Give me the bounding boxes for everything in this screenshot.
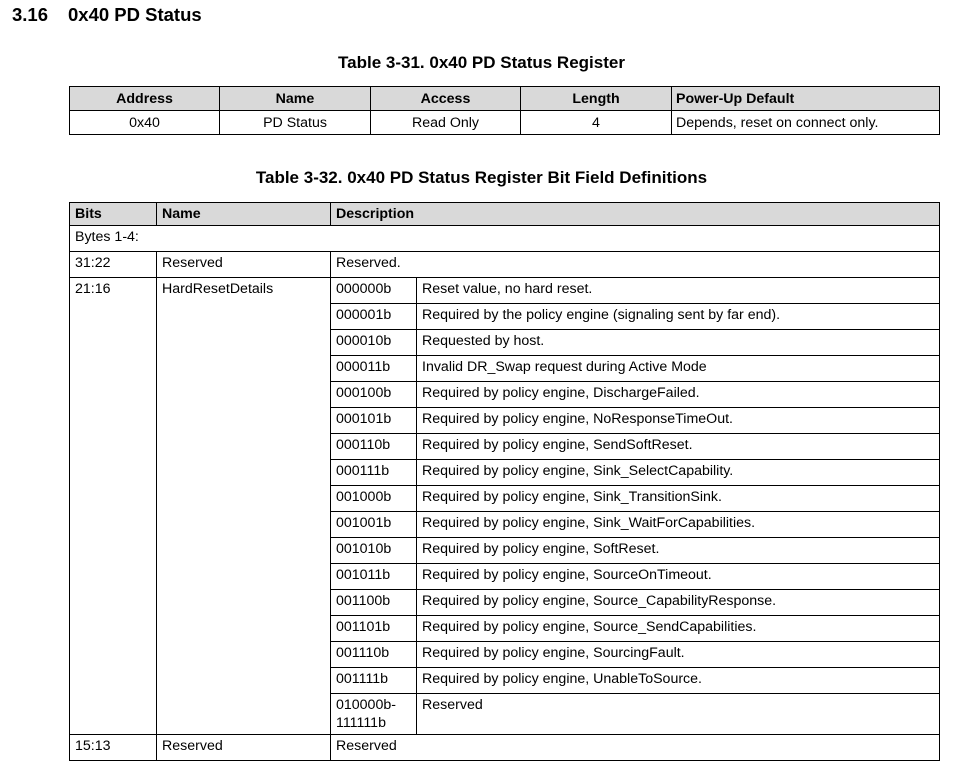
cell-address: 0x40	[70, 111, 220, 135]
header-length: Length	[521, 87, 672, 111]
cell-code-description: Reserved	[417, 694, 940, 735]
cell-code-description: Required by policy engine, SourceOnTimeout.	[417, 564, 940, 590]
cell-name: Reserved	[157, 252, 331, 278]
cell-code: 001111b	[331, 668, 417, 694]
cell-description: Reserved.	[331, 252, 940, 278]
cell-code-description: Required by policy engine, SourcingFault.	[417, 642, 940, 668]
cell-code-description: Invalid DR_Swap request during Active Mode	[417, 356, 940, 382]
table-row	[70, 278, 940, 304]
header-access: Access	[371, 87, 521, 111]
table-header-row	[70, 87, 940, 111]
cell-name: Reserved	[157, 735, 331, 761]
cell-code: 001010b	[331, 538, 417, 564]
cell-name: HardResetDetails	[157, 278, 331, 735]
cell-bits: 15:13	[70, 735, 157, 761]
register-summary-table	[69, 86, 940, 135]
cell-name: PD Status	[220, 111, 371, 135]
header-address: Address	[70, 87, 220, 111]
cell-code: 000011b	[331, 356, 417, 382]
cell-code-description: Required by the policy engine (signaling sent by far end).	[417, 304, 940, 330]
bit-field-table	[69, 202, 940, 761]
cell-bits: 21:16	[70, 278, 157, 735]
table1-caption: Table 3-31. 0x40 PD Status Register	[338, 53, 625, 72]
table-row	[70, 111, 940, 135]
cell-code: 001011b	[331, 564, 417, 590]
bytes-label: Bytes 1-4:	[70, 226, 940, 252]
cell-code-description: Required by policy engine, Sink_SelectCapability.	[417, 460, 940, 486]
cell-code: 001100b	[331, 590, 417, 616]
cell-code-description: Requested by host.	[417, 330, 940, 356]
cell-code: 000001b	[331, 304, 417, 330]
section-number: 3.16	[12, 4, 49, 25]
cell-code: 000101b	[331, 408, 417, 434]
section-heading	[12, 4, 202, 26]
cell-code-description: Required by policy engine, Sink_WaitForCapabilities.	[417, 512, 940, 538]
cell-code: 000100b	[331, 382, 417, 408]
header-power-up-default: Power-Up Default	[672, 87, 940, 111]
cell-code-description: Required by policy engine, DischargeFailed.	[417, 382, 940, 408]
cell-code: 000010b	[331, 330, 417, 356]
cell-code: 000110b	[331, 434, 417, 460]
cell-code: 000000b	[331, 278, 417, 304]
cell-code: 001101b	[331, 616, 417, 642]
bytes-row	[70, 226, 940, 252]
cell-access: Read Only	[371, 111, 521, 135]
header-name: Name	[220, 87, 371, 111]
cell-code-description: Required by policy engine, Source_SendCapabilities.	[417, 616, 940, 642]
cell-length: 4	[521, 111, 672, 135]
cell-code: 001000b	[331, 486, 417, 512]
cell-code: 001110b	[331, 642, 417, 668]
cell-power-up-default: Depends, reset on connect only.	[672, 111, 940, 135]
cell-code-description: Required by policy engine, SoftReset.	[417, 538, 940, 564]
cell-bits: 31:22	[70, 252, 157, 278]
cell-code-description: Required by policy engine, UnableToSource.	[417, 668, 940, 694]
header-description: Description	[331, 203, 940, 226]
cell-code: 001001b	[331, 512, 417, 538]
table2-caption: Table 3-32. 0x40 PD Status Register Bit Field Definitions	[255, 168, 708, 187]
cell-description: Reserved	[331, 735, 940, 761]
table-row	[70, 252, 940, 278]
table-header-row	[70, 203, 940, 226]
cell-code: 010000b- 111111b	[331, 694, 417, 735]
section-title: 0x40 PD Status	[68, 4, 202, 25]
cell-code-description: Required by policy engine, Source_CapabilityResponse.	[417, 590, 940, 616]
cell-code-description: Required by policy engine, Sink_TransitionSink.	[417, 486, 940, 512]
table-row	[70, 735, 940, 761]
header-bits: Bits	[70, 203, 157, 226]
cell-code-description: Required by policy engine, NoResponseTimeOut.	[417, 408, 940, 434]
cell-code-description: Required by policy engine, SendSoftReset.	[417, 434, 940, 460]
header-name: Name	[157, 203, 331, 226]
cell-code: 000111b	[331, 460, 417, 486]
cell-code-description: Reset value, no hard reset.	[417, 278, 940, 304]
